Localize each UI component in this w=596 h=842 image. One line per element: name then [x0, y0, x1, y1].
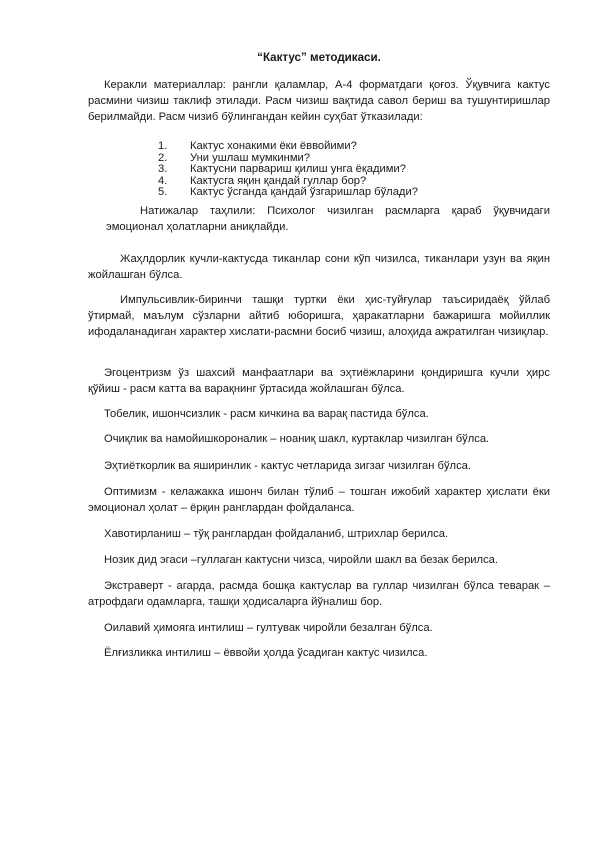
result-item: Оилавий ҳимояга интилиш – гултувак чиройли безалган бўлса.	[104, 622, 433, 634]
result-item: Очиқлик ва намойишкороналик – ноаниқ шакл, куртаклар чизилган бўлса.	[104, 433, 490, 445]
question-item	[88, 187, 550, 199]
result-item: Тобелик, ишончсизлик - расм кичкина ва варақ пастида бўлса.	[104, 408, 429, 420]
question-number: 3.	[158, 163, 168, 176]
result-item: Нозик дид эгаси –гуллаган кактусни чизса, чиройли шакл ва безак берилса.	[104, 554, 498, 566]
question-text: Кактусни парвариш қилиш унга ёқадими?	[190, 163, 406, 176]
question-number: 1.	[158, 140, 168, 152]
result-item: Импульсивлик-биринчи ташқи туртки ёки ҳис-туйғулар таъсиридаёқ ўйлаб ўтирмай, маълум сўзларни айтиб юборишга, ҳаракатларни бажаришга мойиллик ифодаланадиган характер хислати-расмни босиб чизиш, алоҳида ажратилган чизиқлар.	[88, 294, 550, 338]
question-text: Кактус хонакими ёки ёввойими?	[190, 140, 357, 152]
intro-paragraph: Керакли материаллар: рангли қаламлар, А-4 форматдаги қоғоз. Ўқувчига кактус расмини чизиш таклиф этилади. Расм чизиш вақтида савол бериш ва тушунтиришлар берилмайди. Расм чизиб бўлингандан кейин суҳбат ўтказилади:	[88, 79, 550, 123]
result-item: Жаҳлдорлик кучли-кактусда тиканлар сони кўп чизилса, тиканлари узун ва яқин жойлашган бўлса.	[88, 253, 550, 281]
document-title: “Кактус” методикаси.	[257, 51, 381, 64]
question-number: 5.	[158, 186, 168, 199]
questions-list	[88, 141, 550, 199]
result-item: Хавотирланиш – тўқ ранглардан фойдаланиб, штрихлар берилса.	[104, 528, 449, 540]
result-item: Оптимизм - келажакка ишонч билан тўлиб – тошган ижобий характер ҳислати ёки эмоционал ҳолат – ёрқин ранглардан фойдаланса.	[88, 486, 550, 514]
question-text: Уни ушлаш мумкинми?	[190, 151, 311, 164]
question-text: Кактус ўсганда қандай ўзгаришлар бўлади?	[190, 186, 418, 199]
result-item: Эҳтиёткорлик ва яширинлик - кактус четларида зигзаг чизилган бўлса.	[104, 460, 472, 472]
result-item: Ёлғизликка интилиш – ёввойи ҳолда ўсадиган кактус чизилса.	[104, 647, 428, 659]
results-intro-paragraph: Натижалар таҳлили: Психолог чизилган расмларга қараб ўқувчидаги эмоционал ҳолатларни аниқлайди.	[106, 205, 550, 233]
question-item	[88, 141, 550, 153]
question-text: Кактусга яқин қандай гуллар бор?	[190, 174, 367, 187]
result-item: Экстраверт - агарда, расмда бошқа кактуслар ва гуллар чизилган бўлса теварак – атрофдаги одамларга, ташқи ҳодисаларга йўналиш бор.	[88, 580, 550, 608]
result-item: Эгоцентризм ўз шахсий манфаатлари ва эҳтиёжларини қондиришга кучли ҳирс қўйиш - расм катта ва варақнинг ўртасида жойлашган бўлса.	[88, 367, 550, 395]
question-number: 2.	[158, 151, 168, 164]
question-number: 4.	[158, 174, 168, 187]
